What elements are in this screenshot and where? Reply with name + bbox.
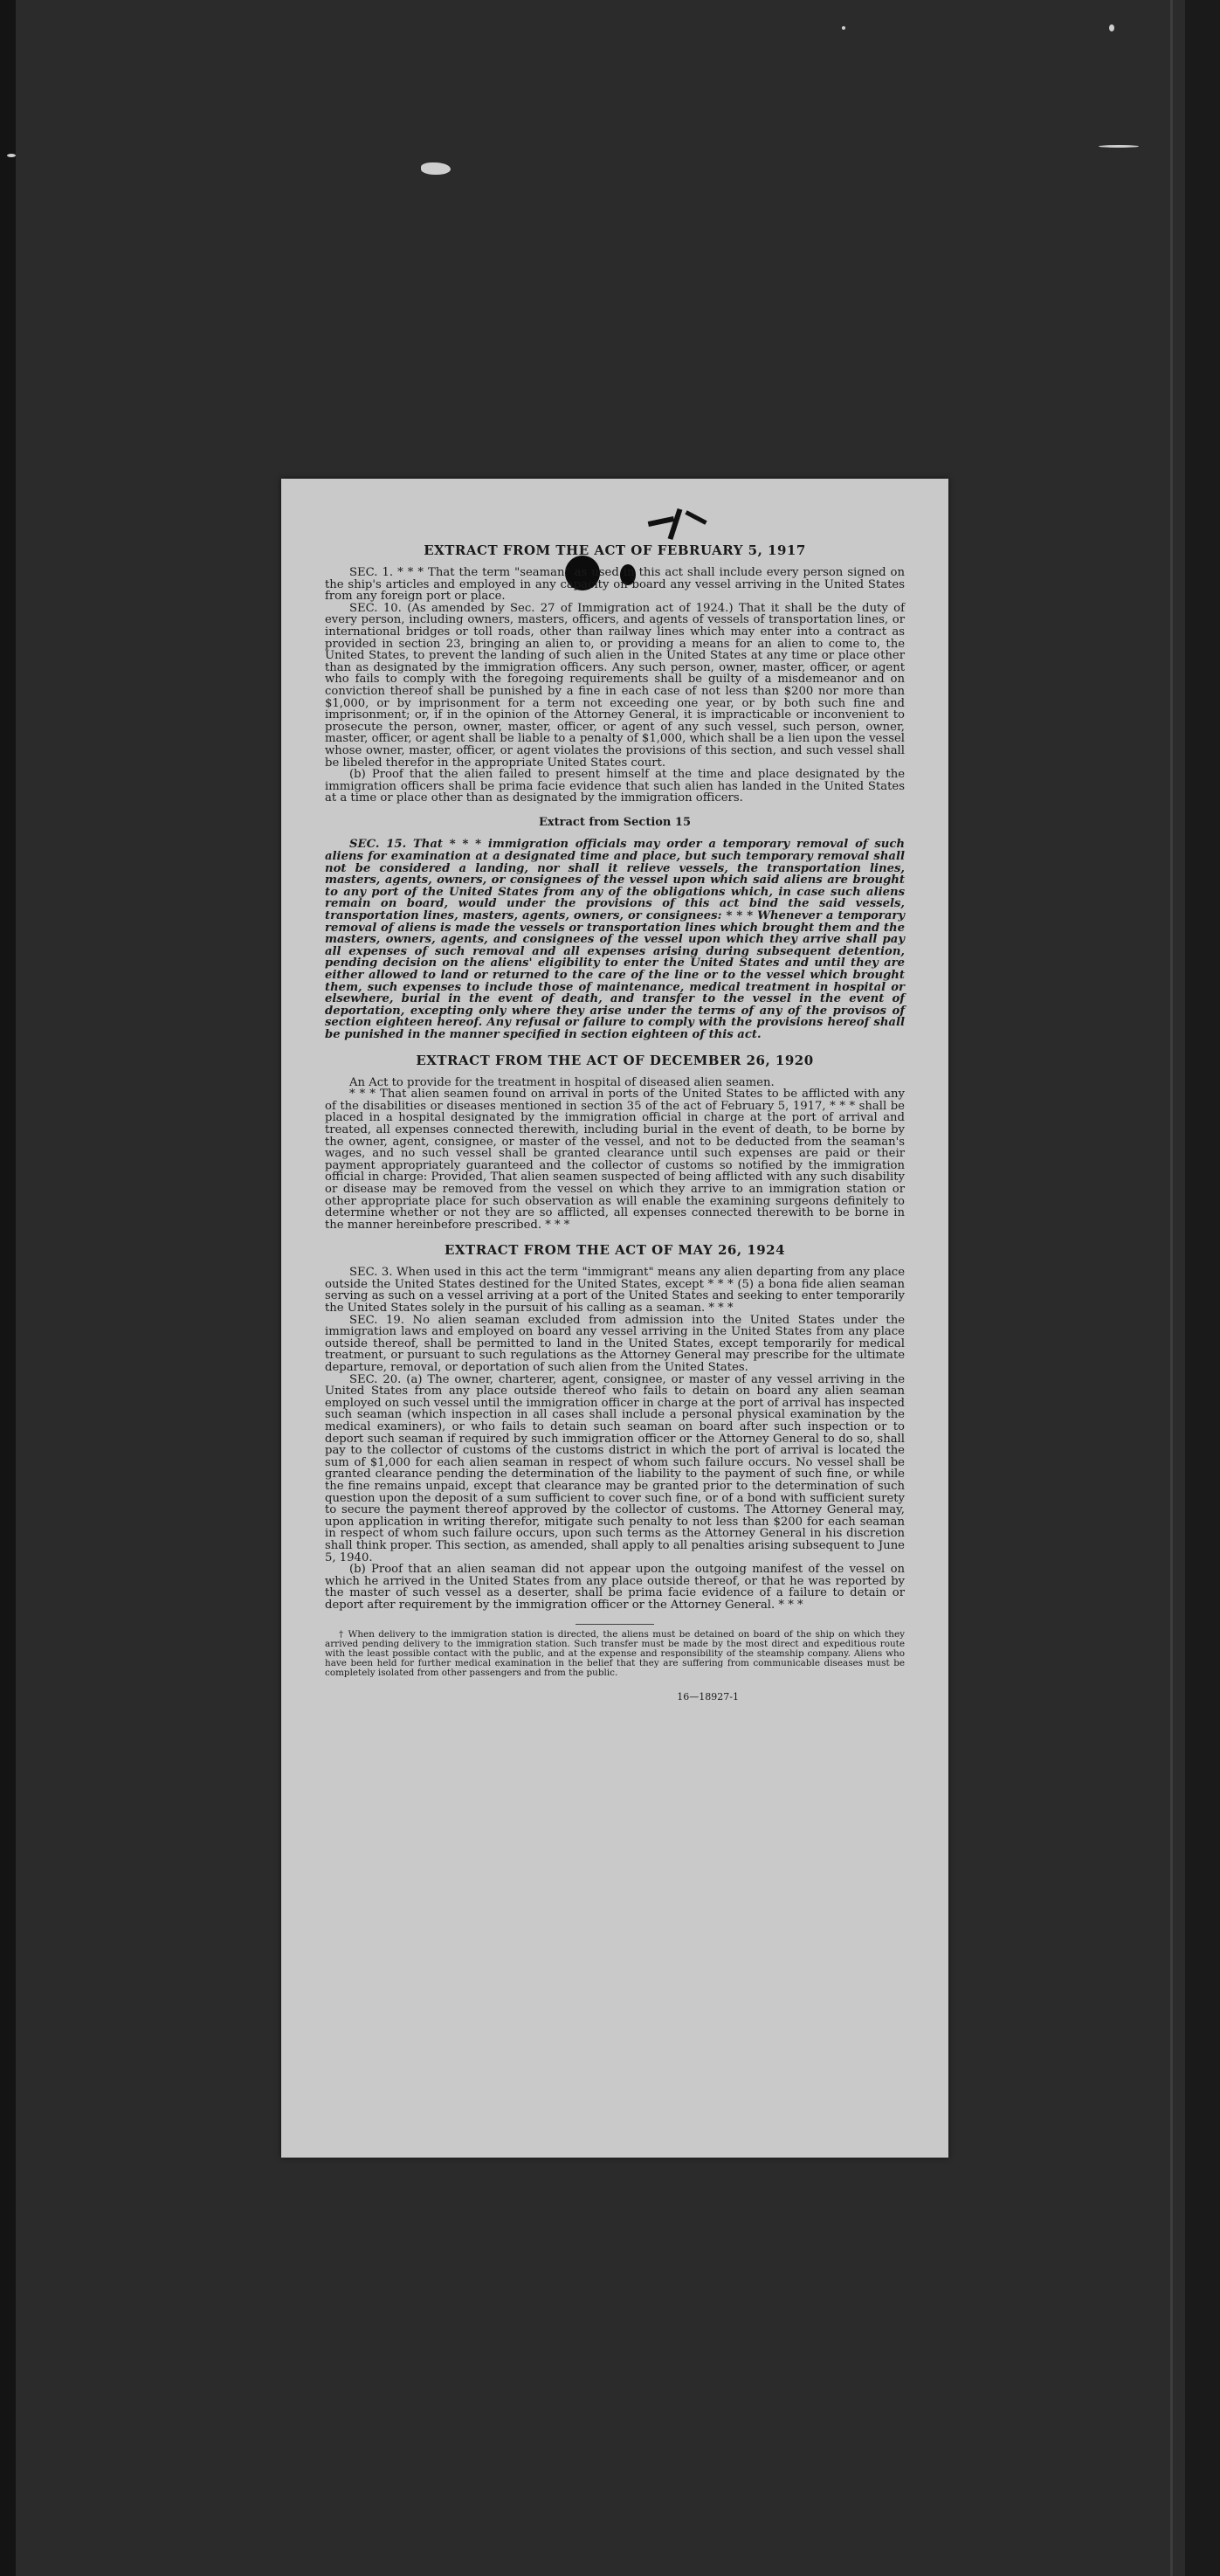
heading-act-1917: EXTRACT FROM THE ACT OF FEBRUARY 5, 1917 [424, 542, 806, 558]
heading-act-1924: EXTRACT FROM THE ACT OF MAY 26, 1924 [444, 1242, 786, 1259]
section-19: SEC. 19. No alien seaman excluded from admission into the United States under the immigration laws and employed on board any vessel arriving in the United States from any place outside thereof, shall be permitted to land in the United States, except temporarily for medical treatment, or pursuant to such regulations as the Attorney General may prescribe for the ultimate departure, removal, or deportation of such alien from the United States. [325, 1313, 905, 1375]
film-frame-line [1170, 0, 1173, 2576]
dust-speck [7, 154, 16, 157]
footnote-divider [576, 1624, 654, 1625]
section-20-b: (b) Proof that an alien seaman did not appear upon the outgoing manifest of the vessel on which he arrived in the United States from any place outside thereof, or that he was reported by the master of such vessel as a deserter, shall be prima facie evidence of a failure to detain or deport after requirement by the immigration officer or the Attorney General. * * * [325, 1563, 905, 1612]
section-1: SEC. 1. * * * That the term "seaman" as used in this act shall include every person signed on the ship's articles and employed in any capacity on board any vessel arriving in the United States from any foreign port or place. [325, 566, 905, 604]
act-1920-title: An Act to provide for the treatment in hospital of diseased alien seamen. [349, 1075, 775, 1089]
dust-speck [842, 26, 845, 30]
film-frame-left-edge [0, 0, 16, 2576]
section-10-b: (b) Proof that the alien failed to present himself at the time and place designated by the immigration officers shall be prima facie evidence that such alien has landed in the United States at a time or place other than as designated by the immigration officers. [325, 768, 905, 805]
document-page [281, 479, 948, 2158]
subheading-section-15: Extract from Section 15 [538, 815, 692, 829]
section-15: SEC. 15. That * * * immigration officials may order a temporary removal of such aliens for examination at a designated time and place, but such temporary removal shall not be considered a landing, nor shall it relieve vessels, the transportation lines, masters, agents, owners, or consignees of the vessel upon which said aliens are brought to any port of the United States from any of the obligations which, in case such aliens remain on board, would under the provisions of this act bind the said vessels, transportation lines, masters, agents, owners, or consignees: * * * Whenever a temporary removal of aliens is made the vessels or transportation lines which brought them and the masters, owners, agents, and consignees of the vessel upon which they arrive shall pay all expenses of such removal and all expenses arising during subsequent detention, pending decision on the aliens' eligibility to enter the United States and until they are either allowed to land or returned to the care of the line or to the vessel which brought them, such expenses to include those of maintenance, medical treatment in hospital or elsewhere, burial in the event of death, and transfer to the vessel in the event of deportation, excepting only where they arise under the terms of any of the provisos of section eighteen hereof. Any refusal or failure to comply with the provisions hereof shall be punished in the manner specified in section eighteen of this act. [325, 838, 905, 1041]
document-text [325, 531, 905, 1702]
pen-mark [648, 516, 675, 527]
section-3: SEC. 3. When used in this act the term "immigrant" means any alien departing from any place outside the United States destined for the United States, except * * * (5) a bona fide alien seaman serving as such on a vessel arriving at a port of the United States and seeking to enter temporarily the United States solely in the pursuit of his calling as a seaman. * * * [325, 1266, 905, 1316]
form-number: 16—18927-1 [677, 1690, 739, 1702]
heading-act-1920: EXTRACT FROM THE ACT OF DECEMBER 26, 1920 [416, 1052, 814, 1068]
dust-speck [1109, 24, 1114, 31]
section-20-a: SEC. 20. (a) The owner, charterer, agent, consignee, or master of any vessel arriving in the United States from any place outside thereof who fails to detain on board any alien seaman employed on such vessel until the immigration officer in charge at the port of arrival has inspected such seaman (which inspection in all cases shall include a personal physical examination by the medical examiners), or who fails to detain such seaman on board after such inspection or to deport such seaman if required by such immigration officer or the Attorney General to do so, shall pay to the collector of customs of the customs district in which the port of arrival is located the sum of $1,000 for each alien seaman in respect of whom such failure occurs. No vessel shall be granted clearance pending the determination of the liability to the payment of such fine, or while the fine remains unpaid, except that clearance may be granted prior to the determination of such question upon the deposit of a sum sufficient to cover such fine, or of a bond with sufficient surety to secure the payment thereof approved by the collector of customs. The Attorney General may, upon application in writing therefor, mitigate such penalty to not less than $200 for each seaman in respect of whom such failure occurs, upon such terms as the Attorney General in his discretion shall think proper. This section, as amended, shall apply to all penalties arising subsequent to June 5, 1940. [325, 1372, 905, 1564]
film-frame-right-edge [1185, 0, 1220, 2576]
footnote: † When delivery to the immigration station is directed, the aliens must be detained on board of the ship on which they arrived pending delivery to the immigration station. Such transfer must be made by the most direct and expeditious route with the least possible contact with the public, and at the expense and responsibility of the steamship company. Aliens who have been held for further medical examination in the belief that they are suffering from communicable diseases must be completely isolated from other passengers and from the public. [325, 1628, 905, 1679]
dust-speck [421, 162, 451, 175]
act-1920-body: * * * That alien seamen found on arrival in ports of the United States to be afflicted with any of the disabilities or diseases mentioned in section 35 of the act of February 5, 1917, * * * shall be placed in a hospital designated by the immigration official in charge at the port of arrival and treated, all expenses connected therewith, including burial in the event of death, to be borne by the owner, agent, consignee, or master of the vessel, and not to be deducted from the seaman's wages, and no such vessel shall be granted clearance until such expenses are paid or their payment appropriately guaranteed and the collector of customs so notified by the immigration official in charge: Provided, That alien seamen suspected of being afflicted with any such disability or disease may be removed from the vessel on which they arrive to an immigration station or other appropriate place for such observation as will enable the examining surgeons definitely to determine whether or not they are so afflicted, all expenses connected therewith to be borne in the manner hereinbefore prescribed. * * * [325, 1088, 905, 1232]
section-10: SEC. 10. (As amended by Sec. 27 of Immigration act of 1924.) That it shall be the duty of every person, including owners, masters, officers, and agents of vessels of transportation lines, or international bridges or toll roads, other than railway lines which may enter into a contract as provided in section 23, bringing an alien to, or providing a means for an alien to come to, the United States, to prevent the landing of such alien in the United States at any time or place other than as designated by the immigration officers. Any such person, owner, master, officer, or agent who fails to comply with the foregoing requirements shall be guilty of a misdemeanor and on conviction thereof shall be punished by a fine in each case of not less than $200 nor more than $1,000, or by imprisonment for a term not exceeding one year, or by both such fine and imprisonment; or, if in the opinion of the Attorney General, it is impracticable or inconvenient to prosecute the person, owner, master, officer, or agent of any such vessel, such person, owner, master, officer, or agent shall be liable to a penalty of $1,000, which shall be a lien upon the vessel whose owner, master, officer, or agent violates the provisions of this section, and such vessel shall be libeled therefor in the appropriate United States court. [325, 601, 905, 770]
dust-scratch [1099, 145, 1139, 148]
pen-mark [685, 510, 706, 525]
